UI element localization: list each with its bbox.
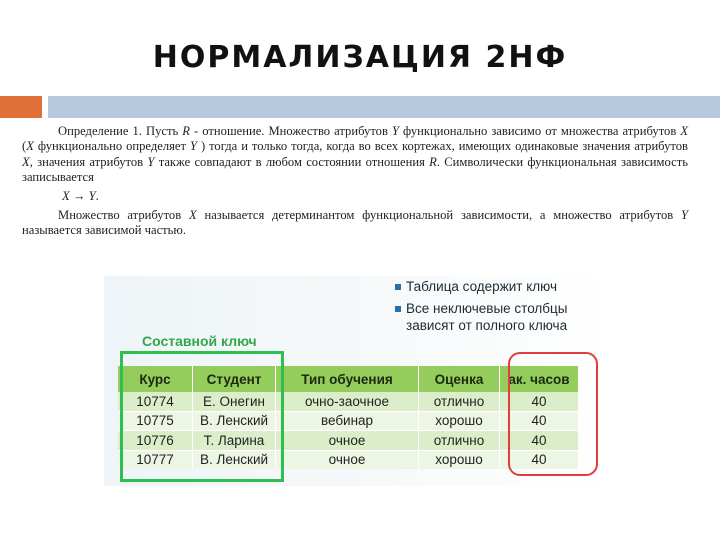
table-cell: Е. Онегин (193, 392, 276, 411)
hours-column-highlight (508, 352, 598, 476)
bullet-list (394, 276, 604, 334)
table-cell: очное (276, 450, 419, 469)
column-header-grade: Оценка (419, 366, 500, 392)
column-header-study-type: Тип обучения (276, 366, 419, 392)
table-cell: 40 (500, 411, 579, 431)
table-cell: 10775 (118, 411, 193, 431)
example-figure (104, 276, 610, 486)
column-header-hours: ак. часов (500, 366, 579, 392)
table-cell: 10776 (118, 431, 193, 451)
composite-key-label: Составной ключ (142, 333, 257, 349)
bullet-item: Все неключевые столбцы зависят от полного ключа (394, 300, 604, 334)
table-cell: 40 (500, 450, 579, 469)
slide-title: НОРМАЛИЗАЦИЯ 2НФ (152, 40, 568, 75)
table-cell: В. Ленский (193, 411, 276, 431)
table-cell: В. Ленский (193, 450, 276, 469)
table-cell: отлично (419, 392, 500, 411)
table-cell: очное (276, 431, 419, 451)
table-cell: хорошо (419, 411, 500, 431)
table-cell: 40 (500, 431, 579, 451)
determinant-paragraph: Множество атрибутов X называется детерминантом функциональной зависимости, а множество атрибутов Y называется зависимой частью. (22, 208, 688, 238)
bullet-item: Таблица содержит ключ (394, 278, 604, 295)
accent-bar (0, 96, 42, 118)
definition-paragraph: Определение 1. Пусть R - отношение. Множество атрибутов Y функционально зависимо от множества атрибутов X (X функционально определяет Y ) тогда и только тогда, когда во всех кортежах, имеющих одинаковые значения атрибутов X, значения атрибутов Y также совпадают в любом состоянии отношения R. Символически функциональная зависимость записывается (22, 124, 689, 185)
column-header-course: Курс (118, 366, 193, 392)
definition-text (22, 124, 688, 239)
table-cell: вебинар (276, 411, 419, 431)
column-header-student: Студент (193, 366, 276, 392)
table-cell: хорошо (419, 450, 500, 469)
table-cell: Т. Ларина (193, 431, 276, 451)
table-cell: 40 (500, 392, 579, 411)
header-band (48, 96, 720, 118)
composite-key-highlight (120, 351, 284, 482)
table-cell: отлично (419, 431, 500, 451)
table-cell: очно-заочное (276, 392, 419, 411)
fd-formula: X → Y. (62, 188, 99, 203)
table-cell: 10777 (118, 450, 193, 469)
band-divider (48, 118, 720, 120)
table-cell: 10774 (118, 392, 193, 411)
